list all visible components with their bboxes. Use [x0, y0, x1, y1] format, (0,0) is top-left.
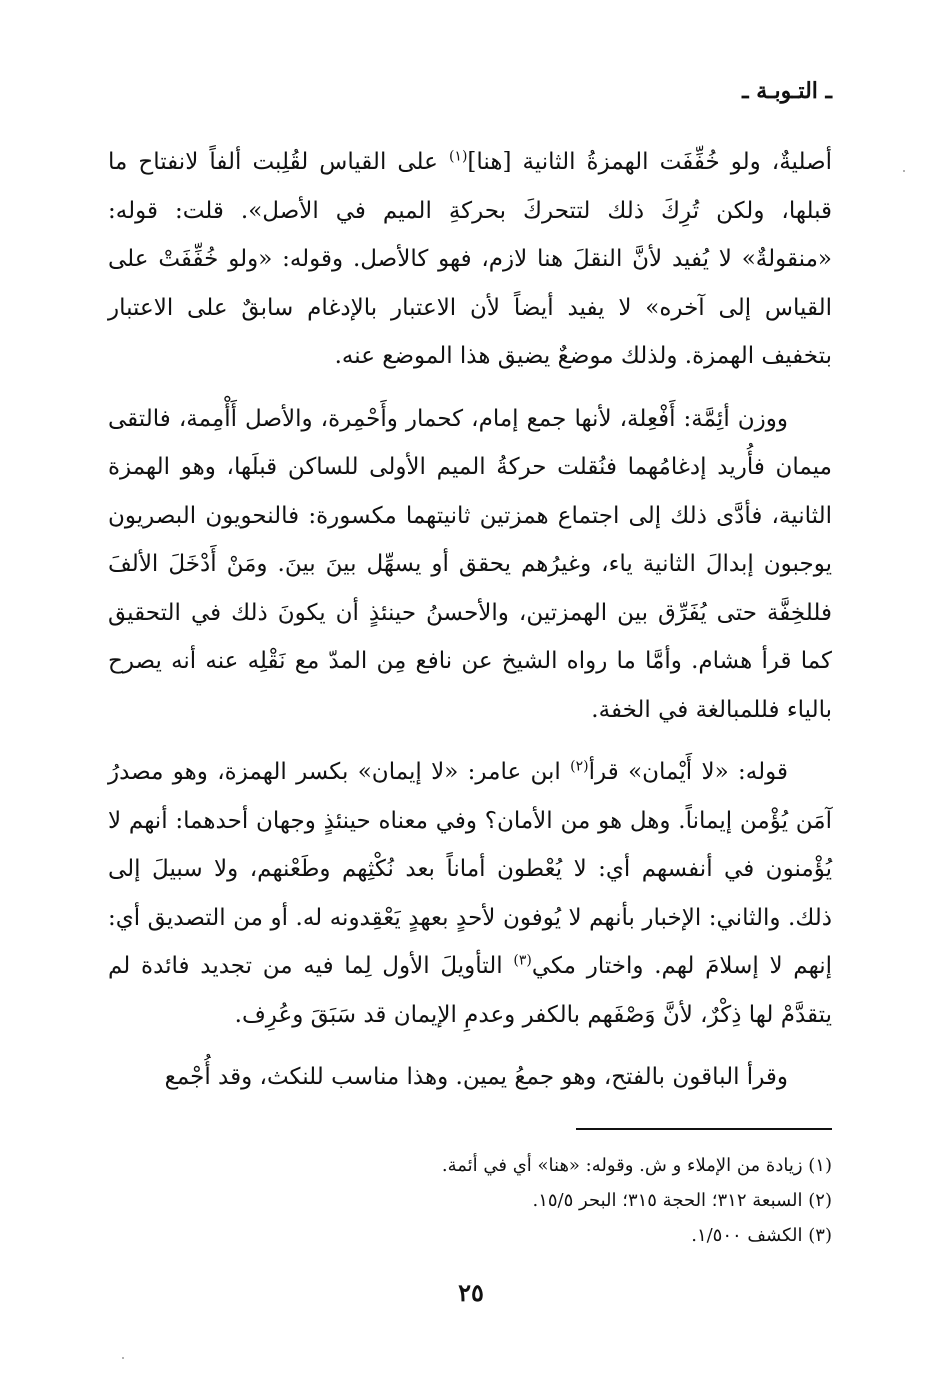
- footnote-3: (٣) الكشف ١/٥٠٠.: [691, 1225, 832, 1246]
- footnote-2: (٢) السبعة ٣١٢؛ الحجة ٣١٥؛ البحر ١٥/٥.: [532, 1190, 832, 1211]
- footnotes: [108, 1148, 832, 1253]
- scan-speck: [903, 170, 905, 172]
- footnote-separator: [576, 1128, 832, 1130]
- running-header: ـ التـوبـة ـ: [742, 78, 832, 104]
- footnote-ref-1[interactable]: (١): [448, 148, 468, 165]
- paragraph-2: ووزن أئِمَّة: أَفْعِلة، لأنها جمع إمام، كحمار وأَحْمِرة، والأصل أَأْمِمة، فالتقى ميمان فأُريد إدغامُهما فنُقلت حركةُ الميم الأولى للساكن قبلَها، وهو الهمزة الثانية، فأدَّى ذلك إلى اجتماع همزتين ثانيتهما مكسورة: فالنحويون البصريون يوجبون إبدالَ الثانية ياء، وغيرُهم يحقق أو يسهِّل بينَ بينَ. ومَنْ أَدْخَلَ الألفَ فللخِفَّة حتى يُفَرِّق بين الهمزتين، والأحسنُ حينئذٍ أن يكونَ ذلك في التحقيق كما قرأ هشام. وأمَّا ما رواه الشيخ عن نافع مِن المدّ مع نَقْلِه عنه أنه يصرح بالياء فللمبالغة في الخفة.: [108, 405, 832, 723]
- page-number: ٢٥: [458, 1278, 484, 1307]
- scan-speck: [122, 1357, 124, 1359]
- paragraph-1: أصليةٌ، ولو خُفِّفَت الهمزةُ الثانية [هنا]$^{(١)}$ على القياس لقُلِبت ألفاً لانفتاح ما قبلها، ولكن تُرِكَ ذلك لتتحركَ بحركةِ الميم في الأصل». قلت: قوله: «منقولةٌ» لا يُفيد لأنَّ النقلَ هنا لازم، فهو كالأصل. وقوله: «ولو خُفِّفَتْ على القياس إلى آخره» لا يفيد أيضاً لأن الاعتبار بالإدغام سابقٌ على الاعتبار بتخفيف الهمزة. ولذلك موضعٌ يضيق هذا الموضع عنه.: [108, 148, 833, 369]
- paragraph-3: قوله: «لا أَيْمان» قرأ$^{(٢)}$ ابن عامر: «لا إيمان» بكسر الهمزة، وهو مصدرُ آمَن يُؤْمن إيماناً. وهل هو من الأمان؟ وفي معناه حينئذٍ وجهان أحدهما: أنهم لا يُؤْمنون في أنفسهم أي: لا يُعْطون أماناً بعد نُكْثِهم وطَعْنهم، ولا سبيلَ إلى ذلك. والثاني: الإخبار بأنهم لا يُوفون لأحدٍ بعهدٍ يَعْقِدونه له. أو من التصديق أي: إنهم لا إسلامَ لهم. واختار مكي$^{(٣)}$ التأويلَ الأول لِما فيه من تجديد فائدة لم يتقدَّمْ لها ذِكْرٌ، لأنَّ وَصْفَهم بالكفر وعدمِ الإيمان قد سَبَقَ وعُرِف.: [108, 758, 833, 1028]
- paragraph-4: وقرأ الباقون بالفتح، وهو جمعُ يمين. وهذا مناسب للنكث، وقد أُجْمع: [164, 1064, 788, 1090]
- footnote-1: (١) زيادة من الإملاء و ش. وقوله: «هنا» أي في أئمة.: [441, 1155, 832, 1176]
- footnote-ref-2[interactable]: (٢): [570, 758, 589, 775]
- footnote-ref-3[interactable]: (٣): [513, 952, 532, 969]
- main-text: [108, 138, 832, 1102]
